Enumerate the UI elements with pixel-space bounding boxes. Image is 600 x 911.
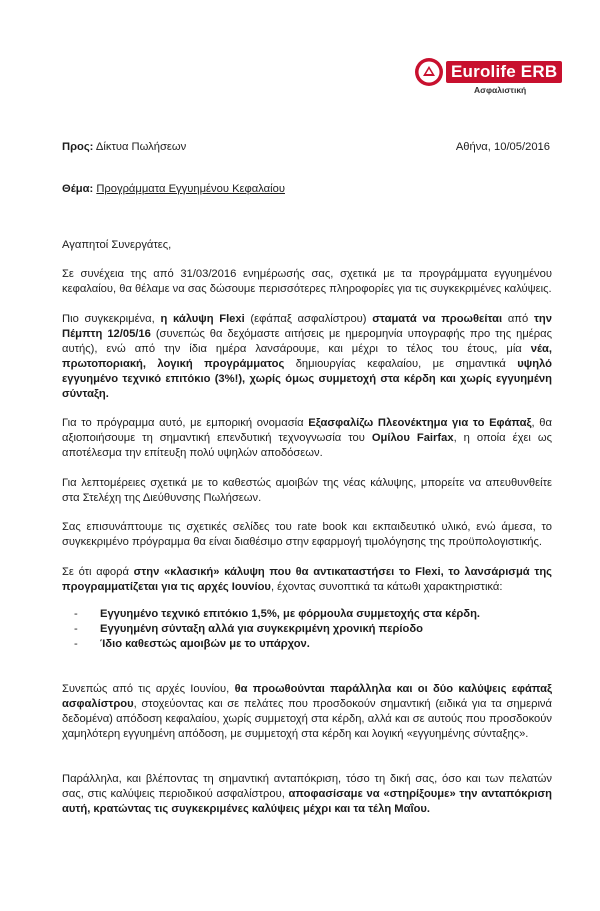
letter-body — [62, 238, 552, 832]
company-logo — [414, 57, 574, 97]
logo-name: Eurolife ERB — [446, 61, 562, 83]
paragraph-8: Παράλληλα, και βλέποντας τη σημαντική ανταπόκριση, τόσο τη δική σας, όσο και των πελατών σας, στις καλύψεις περιοδικού ασφαλίστρου, αποφασίσαμε να «στηρίξουμε» την ανταπόκριση αυτή, κρατώντας τις συγκεκριμένες καλύψεις μέχρι και τα τέλη Μαΐου. — [62, 773, 552, 815]
paragraph-3: Για το πρόγραμμα αυτό, με εμπορική ονομασία Εξασφαλίζω Πλεονέκτημα για το Εφάπαξ, θα αξιοποιήσουμε τη σημαντική επενδυτική τεχνογνωσία του Ομίλου Fairfax, η οποία έχει ως αποτέλεσμα την επίτευξη πολύ υψηλών αποδόσεων. — [62, 417, 553, 459]
paragraph-7: Συνεπώς από τις αρχές Ιουνίου, θα προωθούνται παράλληλα και οι δύο καλύψεις εφάπαξ ασφαλίστρου, στοχεύοντας και σε πελάτες που προσδοκούν σημαντική (ειδικά για τα σημερινά δεδομένα) απόδοση κεφαλαίου, χωρίς συμμετοχή στα κέρδη, αλλά και σε αυτούς που προσδοκούν χαμηλότερη εγγυημένη απόδοση, με συμμετοχή στα κέρδη και λογική «εγγυημένης σύνταξης». — [62, 683, 552, 740]
logo-subtitle: Ασφαλιστική — [474, 85, 527, 95]
list-item: - Εγγυημένο τεχνικό επιτόκιο 1,5%, με φόρμουλα συμμετοχής στα κέρδη. — [74, 608, 481, 620]
paragraph-4: Για λεπτομέρειες σχετικά με το καθεστώς αμοιβών της νέας κάλυψης, μπορείτε να απευθυνθείτε στα Στελέχη της Διεύθυνσης Πωλήσεων. — [62, 476, 552, 504]
paragraph-2: Πιο συγκεκριμένα, η κάλυψη Flexi (εφάπαξ ασφαλίστρου) σταματά να προωθείται από την Πέμπτη 12/05/16 (συνεπώς θα δεχόμαστε αιτήσεις με ημερομηνία υπογραφής προ της ημέρας αυτής), ενώ από την ίδια ημέρα λανσάρουμε, και μέχρι το τέλος του έτους, μία νέα, πρωτοποριακή, λογική προγράμματος δημιουργίας κεφαλαίου, με σημαντικά υψηλό εγγυημένο τεχνικό επιτόκιο (3%!), χωρίς όμως συμμετοχή στα κέρδη και χωρίς εγγυημένη σύνταξη. — [62, 312, 552, 400]
feature-list — [62, 607, 552, 652]
letter-date: Αθήνα, 10/05/2016 — [455, 141, 550, 153]
eurolife-emblem-icon — [414, 57, 444, 87]
letter-subject — [62, 182, 285, 197]
recipient-value: Δίκτυα Πωλήσεων — [95, 141, 187, 153]
greeting: Αγαπητοί Συνεργάτες, — [62, 239, 172, 251]
paragraph-1: Σε συνέχεια της από 31/03/2016 ενημέρωσής σας, σχετικά με τα προγράμματα εγγυημένου κεφαλαίου, θα θέλαμε να σας δώσουμε περισσότερες πληροφορίες για τις συγκεκριμένες καλύψεις. — [62, 268, 552, 295]
paragraph-5: Σας επισυνάπτουμε τις σχετικές σελίδες του rate book και εκπαιδευτικό υλικό, ενώ άμεσα, το συγκεκριμένο πρόγραμμα θα είναι διαθέσιμο στην εφαρμογή τιμολόγησης της προϋπολογιστικής. — [62, 521, 552, 548]
paragraph-6: Σε ότι αφορά στην «κλασική» κάλυψη που θα αντικαταστήσει το Flexi, το λανσάρισμά της προγραμματίζεται για τις αρχές Ιουνίου, έχοντας συνοπτικά τα κάτωθι χαρακτηριστικά: — [62, 565, 552, 593]
letter-header — [62, 140, 550, 155]
subject-value: Προγράμματα Εγγυημένου Κεφαλαίου — [96, 183, 285, 195]
list-item: - Εγγυημένη σύνταξη αλλά για συγκεκριμένη χρονική περίοδο — [74, 623, 423, 635]
list-item: - Ίδιο καθεστώς αμοιβών με το υπάρχον. — [74, 638, 310, 650]
subject-label: Θέμα: — [62, 183, 94, 195]
recipient-label: Προς: — [62, 141, 94, 153]
